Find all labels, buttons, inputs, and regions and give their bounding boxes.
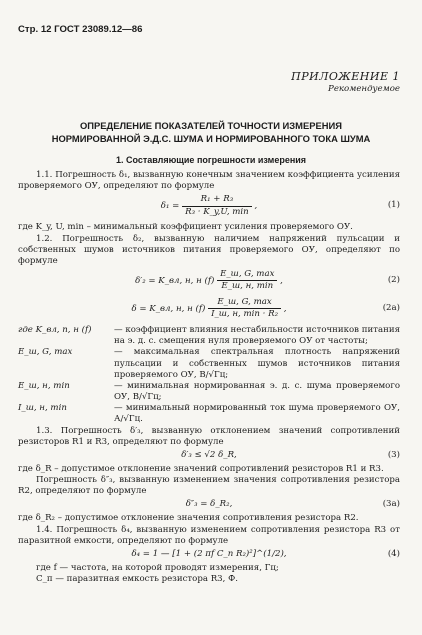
- formula-3-expression: δ′₃ ≤ √2 δ_R,: [181, 449, 237, 460]
- formula-4-expression: δ₄ = 1 — [1 + (2 πf C_п R₂)²]^(1/2),: [131, 548, 287, 559]
- formula-1-number: (1): [387, 200, 400, 211]
- formula-1-tail: ,: [254, 201, 258, 212]
- document-title: [30, 120, 392, 145]
- formula-2-fraction: [217, 269, 277, 292]
- formula-2-number: (2): [387, 275, 400, 286]
- definition-text: — коэффициент влияния нестабильности источников питания на э. д. с. смещения нуля проверяемого ОУ от частоты;: [114, 325, 400, 347]
- formula-2a-fraction: [208, 297, 281, 320]
- formula-2-lhs: δ′₂ = K_вл, н, н (f): [135, 276, 215, 287]
- formula-3a-number: (3а): [382, 499, 400, 510]
- definition-term: где K_вл, п, н (f): [18, 325, 92, 336]
- document-title-line-2: НОРМИРОВАННОЙ Э.Д.С. ШУМА И НОРМИРОВАННОГО ТОКА ШУМА: [51, 132, 371, 144]
- formula-2a-number: (2а): [382, 303, 400, 314]
- paragraph-1-3-second: Погрешность δ″₃, вызванную изменением значения сопротивления резистора R2, определяют по формуле: [18, 475, 400, 497]
- definition-item: [18, 403, 400, 425]
- body-text-block-1: [18, 170, 400, 585]
- formula-2-denominator: E_ш, н, min: [221, 281, 274, 292]
- paragraph-1-4-where-2: C_п — паразитная емкость резистора R3, Ф.: [36, 574, 238, 585]
- definition-term: I_ш, н, min: [18, 403, 67, 414]
- paragraph-1-1-where: где K_y, U, min – минимальный коэффициент усиления проверяемого ОУ.: [18, 222, 353, 233]
- formula-1-fraction: [182, 194, 252, 217]
- definition-text: — минимальный нормированный ток шума проверяемого ОУ, А/√Гц.: [114, 403, 400, 425]
- formula-2a-lhs: δ = K_вл, н, н (f): [131, 304, 206, 315]
- paragraph-1-3-where: где δ_R – допустимое отклонение значений сопротивлений резисторов R1 и R3.: [18, 463, 384, 474]
- paragraph-1-1: 1.1. Погрешность δ₁, вызванную конечным значением коэффициента усиления проверяемого ОУ, определяют по формуле: [18, 170, 400, 192]
- paragraph-1-2: 1.2. Погрешность δ₂, вызванную наличием напряжений пульсации и собственных шумов источников питания проверяемого ОУ, определяют по формуле: [18, 233, 400, 266]
- formula-2a-numerator: E_ш, G, max: [208, 297, 281, 309]
- appendix-subtitle: Рекомендуемое: [328, 84, 400, 95]
- definition-term: E_ш, н, min: [18, 380, 70, 391]
- paragraph-1-3a-where: где δ_R₂ – допустимое отклонение значения сопротивления резистора R2.: [18, 513, 359, 524]
- formula-2a: [18, 297, 400, 325]
- formula-2-tail: ,: [280, 276, 283, 287]
- appendix-title: ПРИЛОЖЕНИЕ 1: [291, 70, 400, 83]
- definition-item: [18, 381, 400, 403]
- formula-2: [18, 269, 400, 297]
- definition-item: [18, 325, 400, 347]
- formula-1-numerator: R₁ + R₃: [182, 194, 252, 206]
- formula-2-numerator: E_ш, G, max: [217, 269, 277, 281]
- definition-term: E_ш, G, max: [18, 347, 73, 358]
- definition-item: [18, 347, 400, 381]
- definition-text: — минимальная нормированная э. д. с. шума проверяемого ОУ, В/√Гц;: [114, 380, 400, 403]
- formula-1-denominator: R₃ · K_y,U, min: [185, 206, 249, 217]
- formula-2a-tail: ,: [283, 304, 287, 315]
- formula-4: [18, 547, 400, 563]
- formula-1: [18, 194, 400, 222]
- formula-3a-expression: δ″₃ = δ_R₂,: [185, 499, 233, 510]
- paragraph-1-3: 1.3. Погрешность δ′₃, вызванную отклонением значений сопротивлений резисторов R1 и R3, определяют по формуле: [18, 425, 400, 447]
- document-title-line-1: ОПРЕДЕЛЕНИЕ ПОКАЗАТЕЛЕЙ ТОЧНОСТИ ИЗМЕРЕНИЯ: [80, 120, 342, 131]
- definition-text: — максимальная спектральная плотность напряжений пульсации и собственных шумов источников питания проверяемого ОУ, В/√Гц;: [114, 347, 400, 380]
- definitions-list: [18, 325, 400, 426]
- formula-4-number: (4): [387, 548, 400, 559]
- formula-3a: [18, 497, 400, 513]
- formula-3-number: (3): [387, 449, 400, 460]
- paragraph-1-4: 1.4. Погрешность δ₄, вызванную изменением сопротивления резистора R3 от паразитной емкости, определяют по формуле: [18, 524, 400, 546]
- appendix-label: [291, 70, 400, 95]
- formula-3: [18, 448, 400, 464]
- page-header: Стр. 12 ГОСТ 23089.12—86: [18, 24, 143, 35]
- paragraph-1-4-where: где f — частота, на которой проводят измерения, Гц;: [36, 562, 279, 573]
- section-heading: 1. Составляющие погрешности измерения: [115, 155, 307, 165]
- formula-2a-denominator: I_ш, н, min · R₂: [211, 309, 279, 320]
- formula-1-lhs: δ₁ =: [160, 201, 180, 212]
